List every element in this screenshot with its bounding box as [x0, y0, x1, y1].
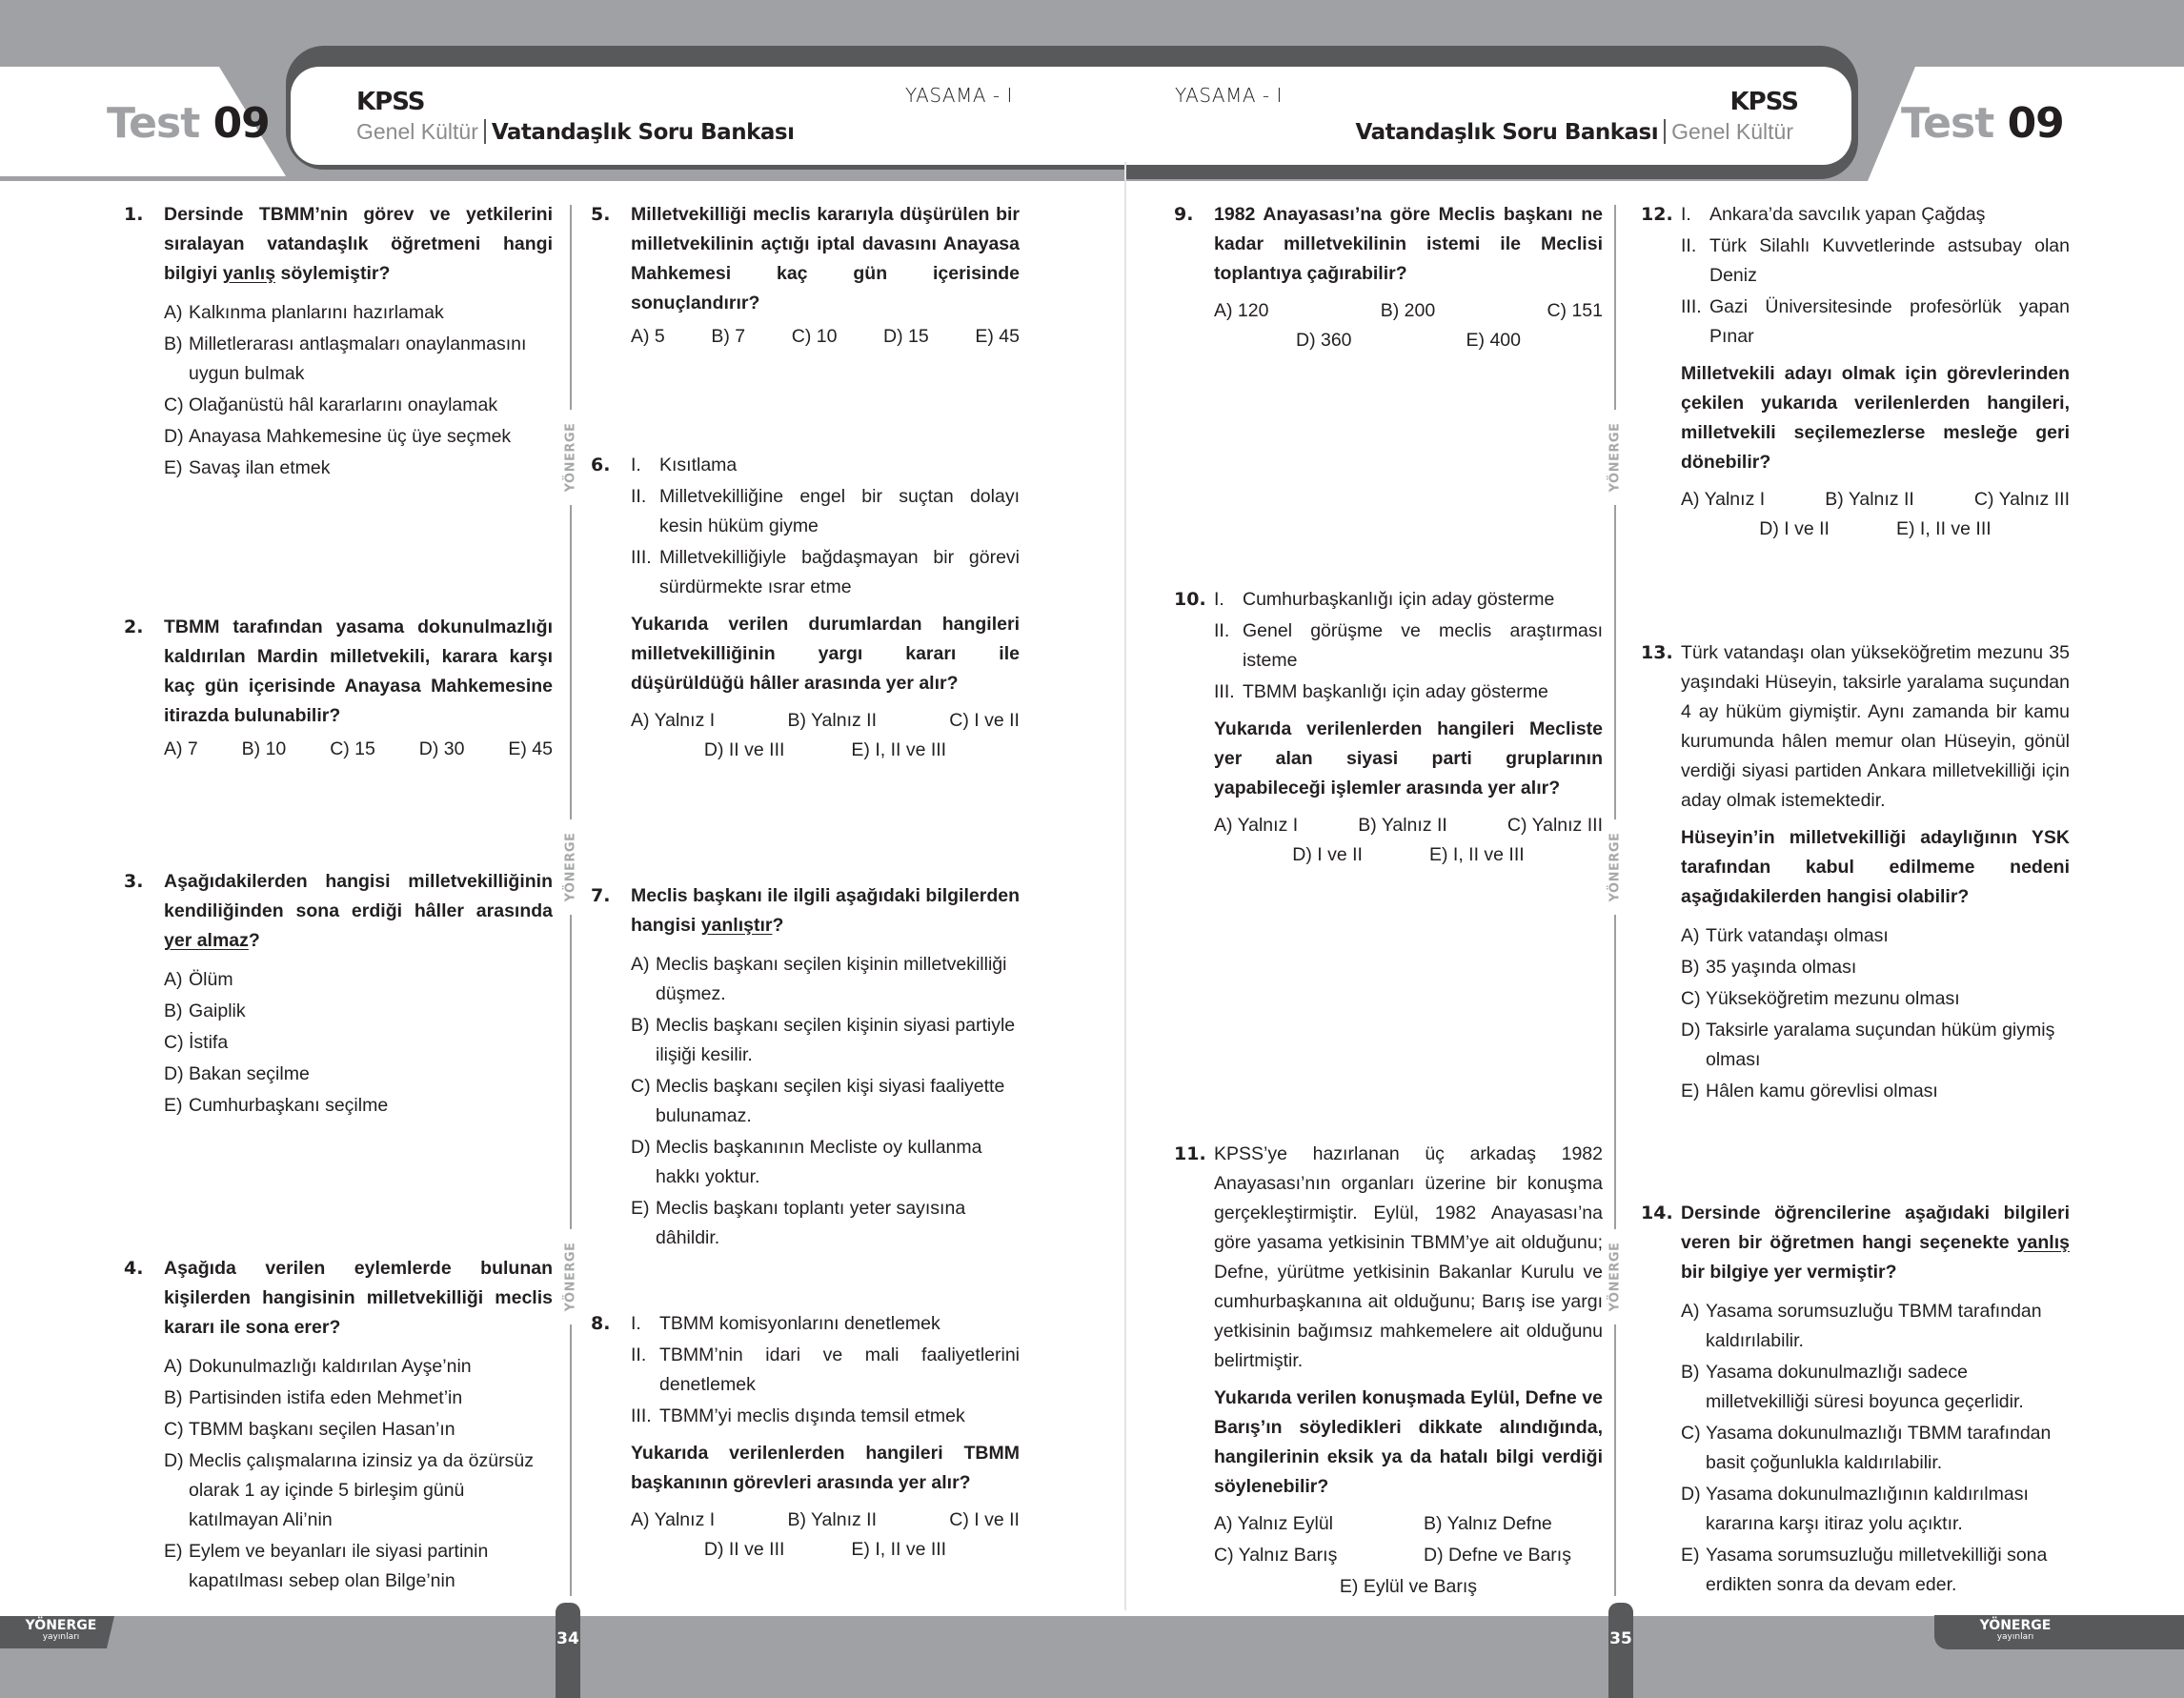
statement-ii: II. Genel görüşme ve meclis araştırması isteme [1214, 620, 1603, 671]
statement-iii: III. TBMM başkanlığı için aday gösterme [1214, 681, 1548, 702]
option-d[interactable]: D) II ve III [703, 739, 785, 760]
option-a[interactable]: A) Kalkınma planlarını hazırlamak [164, 302, 444, 323]
option-e[interactable]: E) Savaş ilan etmek [164, 457, 331, 478]
book-subtitle-left [356, 119, 794, 145]
option-a[interactable]: A) Yalnız I [1681, 489, 1766, 510]
option-d[interactable]: D) Meclis başkanının Mecliste oy kullanma hakkı yoktur. [631, 1137, 982, 1187]
option-c[interactable]: C) Meclis başkanı seçilen kişi siyasi faaliyette bulunamaz. [631, 1076, 1005, 1126]
option-b[interactable]: B) 35 yaşında olması [1681, 957, 1857, 978]
option-b[interactable]: B) 200 [1380, 300, 1436, 321]
publisher-logo-text-right: YÖNERGE yayınları [1979, 1618, 2052, 1642]
question-stem: Yukarıda verilenlerden hangileri TBMM başkanının görevleri arasında yer alır? [631, 1443, 1020, 1493]
question-passage: Türk vatandaşı olan yükseköğretim mezunu 35 yaşındaki Hüseyin, taksirle yaralama suçundan 4 ay hüküm giymiştir. Aynı zamanda bir kamu kurumunda hâlen memur olan Hüseyin, gönül verdiği siyasi partiden Ankara milletvekilliği için aday olmak istemektedir. [1681, 642, 2070, 811]
option-d[interactable]: D) II ve III [703, 1539, 785, 1560]
option-b[interactable]: B) Yalnız II [787, 1509, 878, 1530]
option-b[interactable]: B) Yalnız Defne [1424, 1513, 1552, 1534]
option-b[interactable]: B) Gaiplik [164, 1001, 246, 1021]
statement-ii: II. TBMM’nin idari ve mali faaliyetlerini denetlemek [631, 1344, 1020, 1395]
yonerge-watermark: YÖNERGE [560, 410, 581, 505]
option-c[interactable]: C) 15 [330, 738, 375, 759]
question-number: 12. [1641, 204, 1673, 225]
option-d[interactable]: D) I ve II [1759, 518, 1830, 539]
book-subtitle-right [1356, 119, 1793, 145]
option-b[interactable]: B) Meclis başkanı seçilen kişinin siyasi partiyle ilişiği kesilir. [631, 1015, 1016, 1065]
yonerge-watermark: YÖNERGE [560, 819, 581, 915]
footer-band [0, 1616, 2184, 1698]
question-12 [1641, 200, 2070, 544]
subtitle-separator [484, 119, 486, 144]
question-number: 3. [124, 871, 144, 892]
yonerge-watermark: YÖNERGE [1605, 819, 1626, 915]
question-9 [1174, 200, 1603, 355]
option-a[interactable]: A) Meclis başkanı seçilen kişinin milletvekilliği düşmez. [631, 954, 1007, 1004]
page-fold [1124, 162, 1126, 1610]
test-number: 09 [2007, 99, 2064, 148]
option-c[interactable]: C) TBMM başkanı seçilen Hasan’ın [164, 1419, 455, 1440]
test-word: Test [1901, 99, 1994, 148]
question-13 [1641, 638, 2070, 1106]
question-number: 1. [124, 204, 144, 225]
option-d[interactable]: D) I ve II [1292, 844, 1363, 865]
option-c[interactable]: C) İstifa [164, 1032, 229, 1053]
section-title-left: YASAMA - I [905, 84, 1013, 107]
option-e[interactable]: E) I, II ve III [851, 1539, 947, 1560]
page-number-right: 35 [1608, 1603, 1633, 1698]
option-a[interactable]: A) Dokunulmazlığı kaldırılan Ayşe’nin [164, 1356, 472, 1377]
option-e[interactable]: E) 45 [975, 326, 1020, 347]
option-b[interactable]: B) 10 [241, 738, 287, 759]
statement-iii: III. Milletvekilliğiyle bağdaşmayan bir görevi sürdürmekte ısrar etme [631, 547, 1020, 597]
option-c[interactable]: C) Yükseköğretim mezunu olması [1681, 988, 1960, 1009]
option-d[interactable]: D) Meclis çalışmalarına izinsiz ya da özürsüz olarak 1 ay içinde 5 birleşim günü katılmayan Ali’nin [164, 1450, 534, 1530]
question-stem: Aşağıda verilen eylemlerde bulunan kişilerden hangisinin milletvekilliği meclis kararı ile sona erer? [164, 1258, 553, 1338]
option-a[interactable]: A) Yalnız I [1214, 815, 1299, 836]
question-stem: Milletvekili adayı olmak için görevlerinden çekilen yukarıda verilenlerden hangileri, milletvekili seçilemezlerse mesleğe geri dönebilir? [1681, 363, 2070, 473]
publisher-logo-text-left: YÖNERGE yayınları [25, 1618, 97, 1642]
question-11 [1174, 1140, 1603, 1602]
test-number: 09 [212, 99, 270, 148]
option-e[interactable]: E) I, II ve III [1428, 844, 1525, 865]
option-a[interactable]: A) Yalnız I [631, 1509, 716, 1530]
question-number: 4. [124, 1258, 144, 1279]
option-c[interactable]: C) I ve II [949, 1509, 1020, 1530]
option-c[interactable]: C) Yalnız Barış [1214, 1545, 1338, 1566]
option-c[interactable]: C) Yalnız III [1507, 815, 1603, 836]
question-number: 11. [1174, 1143, 1206, 1164]
option-e[interactable]: E) Eylem ve beyanları ile siyasi partinin kapatılması sebep olan Bilge’nin [164, 1541, 489, 1591]
question-8 [591, 1309, 1020, 1565]
option-d[interactable]: D) Bakan seçilme [164, 1063, 310, 1084]
brand-kpss-right: KPSS [1729, 88, 1798, 116]
option-b[interactable]: B) Yalnız II [1358, 815, 1447, 836]
option-b[interactable]: B) Partisinden istifa eden Mehmet’in [164, 1387, 463, 1408]
subtitle-separator [1664, 119, 1666, 144]
question-number: 10. [1174, 589, 1206, 610]
question-stem: Yukarıda verilen durumlardan hangileri milletvekilliğinin yargı kararı ile düşürüldüğü hâller arasında yer alır? [631, 614, 1020, 694]
question-5 [591, 200, 1020, 352]
option-a[interactable]: A) Ölüm [164, 969, 233, 990]
option-d[interactable]: D) 30 [418, 738, 465, 759]
yonerge-watermark: YÖNERGE [1605, 1229, 1626, 1324]
option-e[interactable]: E) I, II ve III [1895, 518, 1992, 539]
statement-ii: II. Türk Silahlı Kuvvetlerinde astsubay olan Deniz [1681, 235, 2070, 286]
question-number: 8. [591, 1313, 611, 1334]
test-label-right [1901, 99, 2064, 148]
option-b[interactable]: B) Yasama dokunulmazlığı sadece milletvekilliği süresi boyunca geçerlidir. [1681, 1362, 2024, 1412]
option-a[interactable]: A) Yasama sorumsuzluğu TBMM tarafından kaldırılabilir. [1681, 1301, 2042, 1351]
subtitle-light: Genel Kültür [356, 119, 478, 144]
option-a[interactable]: A) 120 [1214, 300, 1269, 321]
question-stem: Meclis başkanı ile ilgili aşağıdaki bilgilerden hangisi yanlıştır? [631, 885, 1020, 936]
question-1 [124, 200, 553, 483]
section-title-right: YASAMA - I [1175, 84, 1283, 107]
option-a[interactable]: A) Yalnız Eylül [1214, 1513, 1333, 1534]
statement-i: I. Ankara’da savcılık yapan Çağdaş [1681, 204, 1986, 225]
question-stem: TBMM tarafından yasama dokunulmazlığı kaldırılan Mardin milletvekili, karara karşı kaç gün içerisinde Anayasa Mahkemesine itirazda bulunabilir? [164, 617, 553, 726]
test-word: Test [107, 99, 200, 148]
option-a[interactable]: A) 7 [164, 738, 198, 759]
option-e[interactable]: E) Yasama sorumsuzluğu milletvekilliği sona erdikten sonra da devam eder. [1681, 1545, 2048, 1595]
option-c[interactable]: C) I ve II [949, 710, 1020, 731]
subtitle-bold: Vatandaşlık Soru Bankası [1355, 120, 1659, 145]
question-passage: KPSS’ye hazırlanan üç arkadaş 1982 Anayasası’nın organları üzerine bir konuşma gerçekleştirmiştir. Eylül, 1982 Anayasası’na göre yasama yetkisinin TBMM’ye ait olduğunu; Defne, yürütme yetkisinin Bakanlar Kurulu ve cumhurbaşkanına ait olduğunu; Barış ise yargı yetkisinin bağımsız mahkemelere ait olduğunu belirtmiştir. [1214, 1143, 1603, 1371]
option-c[interactable]: C) 151 [1547, 300, 1603, 321]
statement-i: I. TBMM komisyonlarını denetlemek [631, 1313, 940, 1334]
question-stem: Milletvekilliği meclis kararıyla düşürülen bir milletvekilinin açtığı iptal davasını Anayasa Mahkemesi kaç gün içerisinde sonuçlandırır? [631, 204, 1020, 313]
option-a[interactable]: A) 5 [631, 326, 665, 347]
question-stem: Yukarıda verilenlerden hangileri Mecliste yer alan siyasi parti gruplarının yapabileceği işlemler arasında yer alır? [1214, 718, 1603, 798]
statement-ii: II. Milletvekilliğine engel bir suçtan dolayı kesin hüküm giyme [631, 486, 1020, 536]
statement-i: I. Cumhurbaşkanlığı için aday gösterme [1214, 589, 1555, 610]
underlined-keyword: yanlıştır [700, 915, 773, 936]
option-c[interactable]: C) Yasama dokunulmazlığı TBMM tarafından basit çoğunlukla kaldırılabilir. [1681, 1423, 2052, 1473]
brand-kpss-left: KPSS [356, 88, 425, 116]
option-c[interactable]: C) Yalnız III [1973, 489, 2070, 510]
option-e[interactable]: E) Meclis başkanı toplantı yeter sayısına dâhildir. [631, 1198, 966, 1248]
option-e[interactable]: E) Cumhurbaşkanı seçilme [164, 1095, 389, 1116]
option-d[interactable]: D) 360 [1296, 330, 1352, 351]
statement-iii: III. TBMM’yi meclis dışında temsil etmek [631, 1405, 965, 1426]
option-d[interactable]: D) Defne ve Barış [1424, 1545, 1571, 1566]
option-a[interactable]: A) Türk vatandaşı olması [1681, 925, 1889, 946]
question-stem: Hüseyin’in milletvekilliği adaylığının YSK tarafından kabul edilmeme nedeni aşağıdakilerden hangisi olabilir? [1681, 827, 2070, 907]
option-e[interactable]: E) Hâlen kamu görevlisi olması [1681, 1081, 1938, 1102]
option-d[interactable]: D) Taksirle yaralama suçundan hüküm giymiş olması [1681, 1020, 2055, 1070]
option-d[interactable]: D) Yasama dokunulmazlığının kaldırılması kararına karşı itiraz yolu açıktır. [1681, 1484, 2029, 1534]
question-number: 14. [1641, 1203, 1673, 1223]
question-stem: Dersinde TBMM’nin görev ve yetkilerini sıralayan vatandaşlık öğretmeni hangi bilgiyi yanlış söylemiştir? [164, 204, 553, 284]
statement-iii: III. Gazi Üniversitesinde profesörlük yapan Pınar [1681, 296, 2070, 347]
underlined-keyword: yanlış [2016, 1232, 2070, 1253]
question-6 [591, 451, 1020, 765]
question-number: 9. [1174, 204, 1194, 225]
question-7 [591, 881, 1020, 1253]
underlined-keyword: yanlış [222, 263, 276, 284]
option-d[interactable]: D) Anayasa Mahkemesine üç üye seçmek [164, 426, 512, 447]
question-stem: Yukarıda verilen konuşmada Eylül, Defne ve Barış’ın söyledikleri dikkate alındığında, hangilerinin eksik ya da hatalı bilgi verdiği söylenebilir? [1214, 1387, 1603, 1497]
question-number: 5. [591, 204, 611, 225]
yonerge-watermark: YÖNERGE [560, 1229, 581, 1324]
option-b[interactable]: B) Yalnız II [1825, 489, 1914, 510]
option-a[interactable]: A) Yalnız I [631, 710, 716, 731]
underlined-keyword: yer almaz [164, 930, 249, 951]
test-label-left [107, 99, 270, 148]
option-e[interactable]: E) I, II ve III [851, 739, 947, 760]
page-number-left: 34 [556, 1603, 580, 1698]
question-number: 13. [1641, 642, 1673, 663]
question-number: 2. [124, 617, 144, 637]
question-2 [124, 613, 553, 764]
option-b[interactable]: B) Yalnız II [787, 710, 878, 731]
question-14 [1641, 1199, 2070, 1600]
subtitle-light: Genel Kültür [1671, 119, 1793, 144]
option-c[interactable]: C) Olağanüstü hâl kararlarını onaylamak [164, 394, 498, 415]
statement-i: I. Kısıtlama [631, 455, 738, 475]
question-number: 6. [591, 455, 611, 475]
question-10 [1174, 585, 1603, 870]
question-number: 7. [591, 885, 611, 906]
question-3 [124, 867, 553, 1121]
option-e[interactable]: E) 400 [1466, 330, 1521, 351]
option-e[interactable]: E) 45 [508, 738, 553, 759]
question-stem: 1982 Anayasası’na göre Meclis başkanı ne kadar milletvekilinin istemi ile Meclisi toplantıya çağırabilir? [1214, 204, 1603, 284]
option-b[interactable]: B) Milletlerarası antlaşmaları onaylanmasını uygun bulmak [164, 334, 527, 384]
subtitle-bold: Vatandaşlık Soru Bankası [491, 120, 795, 145]
yonerge-watermark: YÖNERGE [1605, 410, 1626, 505]
option-c[interactable]: C) 10 [791, 326, 838, 347]
question-stem: Dersinde öğrencilerine aşağıdaki bilgileri veren bir öğretmen hangi seçenekte yanlış bir bilgiye yer vermiştir? [1681, 1203, 2070, 1283]
option-d[interactable]: D) 15 [883, 326, 929, 347]
option-b[interactable]: B) 7 [711, 326, 746, 347]
question-stem: Aşağıdakilerden hangisi milletvekilliğinin kendiliğinden sona erdiği hâller arasında yer almaz? [164, 871, 553, 951]
question-4 [124, 1254, 553, 1596]
option-e[interactable]: E) Eylül ve Barış [1339, 1576, 1478, 1597]
